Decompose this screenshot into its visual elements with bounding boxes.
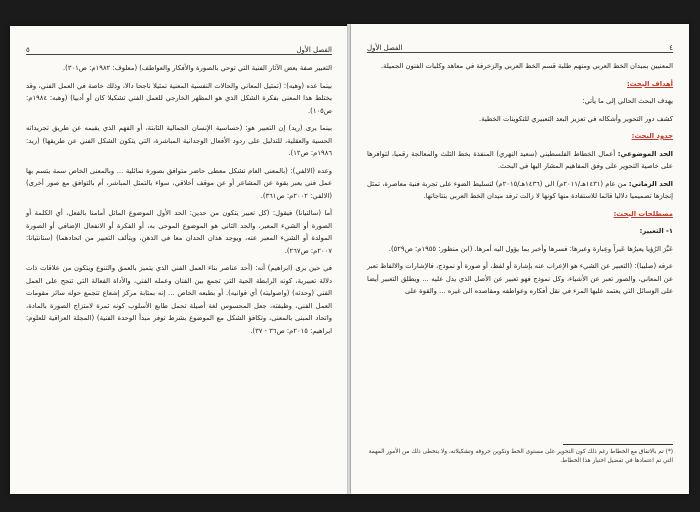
left-page bbox=[10, 26, 348, 494]
right-page-header bbox=[367, 38, 673, 53]
right-page-number: ٤ bbox=[669, 44, 673, 52]
limit-subject-label: الحد الموضوعي: bbox=[617, 149, 673, 158]
left-page-number: ٥ bbox=[26, 46, 30, 54]
paragraph: التعبير صفة بعض الآثار الفنية التي توحي بالصورة والأفكار والعواطف) (معلوف: ١٩٨٢م: ص٣٠١). bbox=[63, 64, 332, 72]
limit-subject-text: أعمال الخطاط الفلسطيني (سعيد النهري) المنفذة بخط الثلث والمعالجة رقميا، لتوافرها على خاصية التحوير على وفق المفاهيم المشار اليها في البحث. bbox=[367, 149, 673, 170]
paragraph: أما (سالتيانا) فيقول: (كل تعبير يتكون من حدين: الحد الأول الموضوع الماثل أمامنا بالفعل، أي الكلمة أو الصورة أو الشيء المعبر، والحد الثاني هو الموضوع الموحى به، أو الفكرة أو الانفعال الإضافي أو الصورة المولدة أو الشيء المعبر عنه، ويوجد هذان الحدان معا في الذهن، ويتألف التعبير من اتحادهما) (ستانتيانا: ٢٠٠٧م: ص٢٦٧). bbox=[26, 209, 332, 255]
paragraph: بينما يرى (ريد) إن التعبير هو: (حساسية الإنسان الجمالية الثابتة، أو الفهم الذي يقيمه عن طريق تجريداته الحسية والعقلية، للتدليل على ردود الأفعال الوجدانية المباشرة، التي يتكون الشكل الفني عن طريقها) (ريد: ١٩٨٦م: ص١٢). bbox=[26, 124, 332, 157]
paragraph: في حين يرى (ابراهيم) أنه: (أحد عناصر بناء العمل الفني الذي يتميز بالعمق والتنوع ويتكون من علاقات ذات دلالة تعبيرية، كونه الرابطة الحية التي تجمع بين الفنان وعمله الفني، والأداة الفعالة التي تنجح على العمل الفني (وحدته) (واصوليته) أي قوانيه). أو بطبعه الخاص ... إنه بمثابة مركز إشعاع تتجمع حوله سائر مقومات العمل الفني، وظيفته، جعل المحسوس لغة أصيلة تحمل طابع الأسلوب كونه ثمرة لامتزاج الصورة بالمادة، واتحاد المبنى بالمعنى، وتكافؤ الشكل مع الموضوع بشرط توفر مبدأ الوحدة الفنية) (المجلة العراقية للعلوم: ابراهيم: ٢٠١٥م: ص٣٦ - ٣٧). bbox=[26, 264, 332, 335]
limit-time-text: من عام (١٤٣١هـ/٢٠١١م) الى (١٤٣٦هـ/٢٠١٥م) لتسليط الضوء على تجربة فنية معاصرة، تمثل إنجازها تصميميا دلاليا قائما للاستفادة منها كونها لا زالت ترفد ميدان الخط العربي بنتاجاتها. bbox=[367, 179, 673, 200]
term-definition: عَبَّرَ الرُؤيا يعبرُها عَبراً وعِبارة وعبرها: فسرها وأخبر بما يؤول اليه أمرها. (ابن منظور: ١٩٥٥م: ص٥٢٩). bbox=[388, 244, 673, 253]
footnote: (*) تم بالاتفاق مع الخطاط رغم ذلك كون التحوير على مستوى الخط وتكوين حروفه وتشكيلاته، ولا يتخطى ذلك من الأمور المهمة التي تم اعتمادها في تفضيل اختيار هذا الخطاط. bbox=[368, 449, 673, 464]
right-page bbox=[351, 24, 689, 494]
terms-heading: مصطلحات البحث: bbox=[613, 209, 673, 218]
limit-subject bbox=[367, 148, 673, 173]
left-page-header bbox=[26, 40, 332, 55]
limits-heading: حدود البحث: bbox=[631, 132, 673, 140]
footnote-divider bbox=[563, 444, 673, 445]
paragraph: بينما عده (وهبه): (تمثيل المعاني والحالات النفسية المعنية تمثيلا ناجحا دالا، وذلك خاصة في العمل الفني، وقد يختلط هذا المعنى بفكرة الشكل الذي هو المظهر الخارجي للعمل الفني تشكيلا كان أو أدبيا) (وهبه: ١٩٨٤م: ص١٠٥). bbox=[26, 81, 332, 115]
right-page-body bbox=[367, 60, 673, 303]
goal-text: يهدف البحث الحالي إلى ما يأتي: bbox=[582, 97, 673, 105]
intro-paragraph: المعنيين بميدان الخط العربي ومنهم طلبة قسم الخط العربي والزخرفة في معاهد وكليات الفنون الجميلة. bbox=[380, 62, 673, 70]
goal-item: كشف دور التحوير وأشكاله في تعزيز البعد التعبيري للتكوينات الخطية. bbox=[479, 114, 673, 123]
limit-time bbox=[367, 178, 673, 203]
limit-time-label: الحد الزماني: bbox=[628, 179, 673, 188]
left-chapter-title: الفصل الأول bbox=[296, 46, 332, 54]
term-definition: عرفه (صليبا): (التعبير عن الشيء هو الإعراب عنه بإشارة أو لفظ، أو صورة أو نموذج، فالإشارات والالفاظ تعبر عن المعاني، والصور تعبر عن الأشياء، وكل نموذج فهو تعبير عن الأصل الذي يدل عليه ... ويطلق التعبير أيضا على الوسائل التي يعتمد عليها المرء في نقل أفكاره وعواطفه ومقاصده الى غيره ... والقوة على bbox=[367, 262, 673, 295]
right-chapter-title: الفصل الأول bbox=[367, 44, 403, 52]
paragraph: وعده (الالفي): (بالمعنى العام تشكل معطى حاضر متوافق بصورة نمائلية ... وبالمعنى الخاص سمة يتسم بها عمل فني يعبر بقوة عن المشاعر أو عن موقف أخلاقي، سواء بالتمثل المباشر، أم بالتوافق مع صور أخرى) (الالفي: ٢٠٠٢م: ص٣٦١). bbox=[26, 166, 332, 200]
goal-heading: أهداف البحث: bbox=[626, 79, 673, 88]
term-heading: ١- التعبير: bbox=[639, 227, 673, 235]
left-page-body bbox=[26, 62, 332, 342]
